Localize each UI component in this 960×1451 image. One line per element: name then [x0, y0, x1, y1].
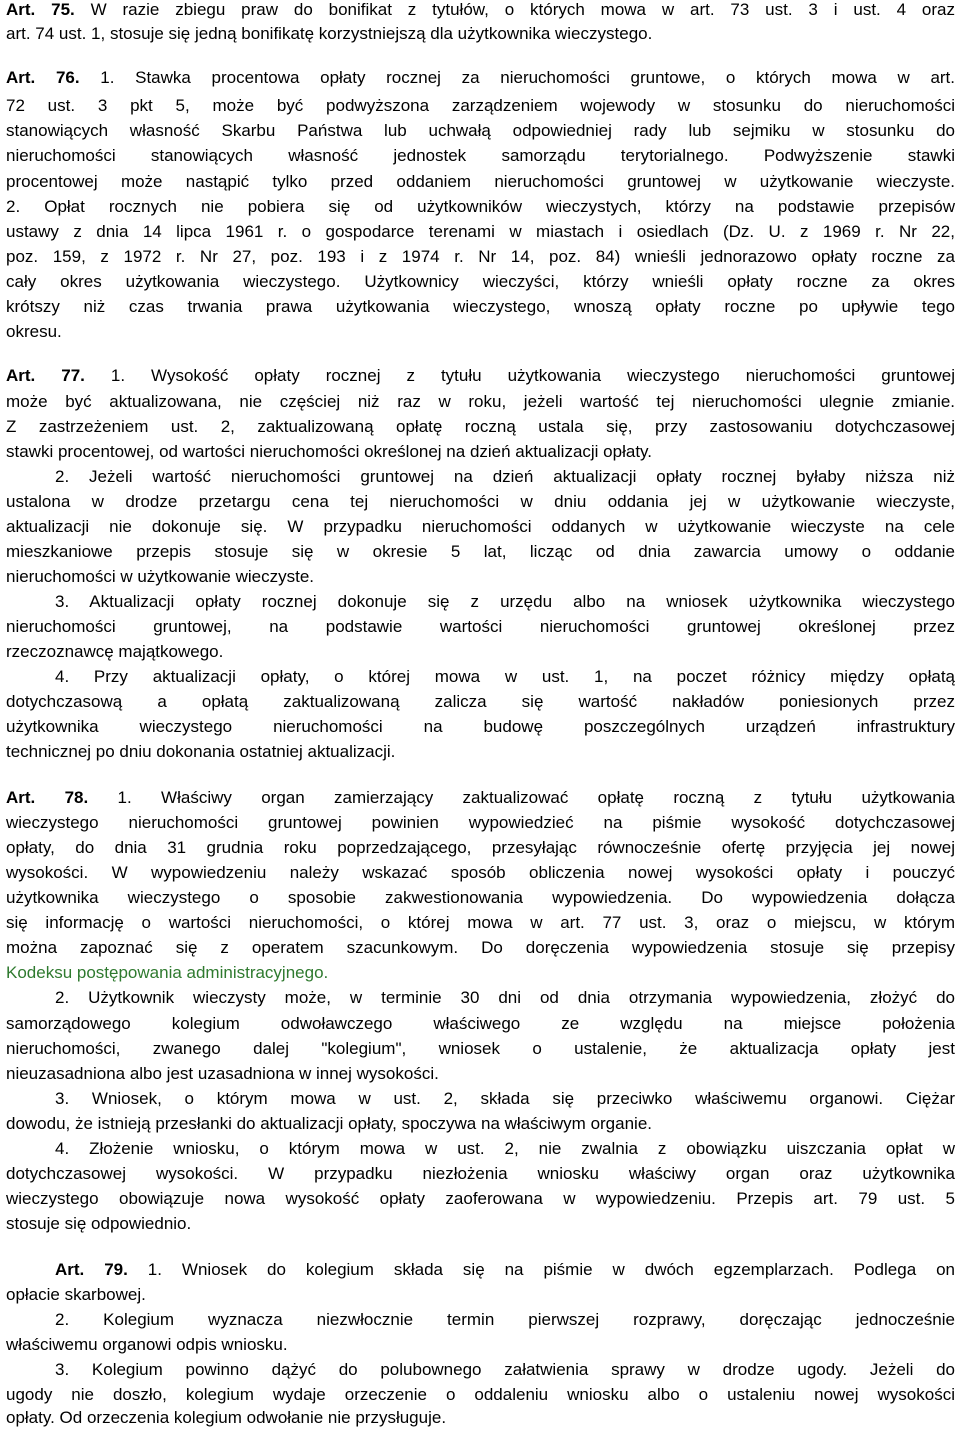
- art-76-line-7: [6, 222, 955, 242]
- text-run: 3. Aktualizacji opłaty rocznej dokonuje się z urzędu albo na wniosek użytkownika wieczystego: [55, 592, 955, 611]
- kpa-reference-link[interactable]: [6, 963, 328, 983]
- art-77-line-6: [6, 492, 955, 512]
- text-run: 72 ust. 3 pkt 5, może być podwyższona zarządzeniem wojewody w stosunku do nieruchomości: [6, 96, 955, 115]
- art-79-line-4: [6, 1335, 288, 1355]
- text-run: 4. Złożenie wniosku, o którym mowa w ust. 2, nie zwalnia z obowiązku uiszczania opłat w: [55, 1139, 955, 1158]
- text-run: 1. Właściwy organ zamierzający zaktualizować opłatę roczną z tytułu użytkowania: [88, 788, 955, 807]
- art-79-line-7: [6, 1408, 446, 1428]
- art-78-line-7: [6, 938, 955, 958]
- art-78-line-11: [6, 1039, 955, 1059]
- art-77-line-10: [55, 592, 955, 612]
- text-run: Kodeksu postępowania administracyjnego.: [6, 963, 329, 982]
- text-run: nieuzasadniona albo jest uzasadniona w innej wysokości.: [6, 1064, 439, 1083]
- text-run: stosuje się odpowiednio.: [6, 1214, 192, 1233]
- text-run: opłaty. Od orzeczenia kolegium odwołanie nie przysługuje.: [6, 1408, 447, 1427]
- text-run: technicznej po dniu dokonania ostatniej aktualizacji.: [6, 742, 396, 761]
- text-run: ustawy z dnia 14 lipca 1961 r. o gospodarce terenami w miastach i osiedlach (Dz. U. z 1969 r. Nr 22,: [6, 222, 955, 241]
- text-run: się informację o wartości nieruchomości, o której mowa w art. 77 ust. 3, oraz o miejscu, w którym: [6, 913, 955, 932]
- art-78-line-15: [55, 1139, 955, 1159]
- art-76-heading: Art. 76.: [6, 68, 80, 87]
- art-78-line-17: [6, 1189, 955, 1209]
- art-77-line-7: [6, 517, 955, 537]
- text-run: 3. Kolegium powinno dążyć do polubownego załatwienia sprawy w drodze ugody. Jeżeli do: [55, 1360, 955, 1379]
- text-run: dotychczasową a opłatą zaktualizowaną zalicza się wartość nakładów poniesionych przez: [6, 692, 955, 711]
- art-75-heading: Art. 75.: [6, 0, 75, 19]
- art-76-line-2: [6, 96, 955, 116]
- art-77-line-11: [6, 617, 955, 637]
- art-76-line-10: [6, 297, 955, 317]
- text-run: krótszy niż czas trwania prawa użytkowania wieczystego, wnoszą opłaty roczne po upływie tego: [6, 297, 955, 316]
- text-run: 2. Użytkownik wieczysty może, w terminie 30 dni od dnia otrzymania wypowiedzenia, złożyć do: [55, 988, 955, 1007]
- art-79-line-5: [55, 1360, 955, 1380]
- text-run: wysokości. W wypowiedzeniu należy wskazać sposób obliczenia nowej wysokości opłaty i pouczyć: [6, 863, 955, 882]
- art-77-line-8: [6, 542, 955, 562]
- text-run: dotychczasowej wysokości. W przypadku niezłożenia wniosku właściwy organ oraz użytkownika: [6, 1164, 955, 1183]
- art-78-line-2: [6, 813, 955, 833]
- art-78-line-14: [6, 1114, 652, 1134]
- art-76-line-6: [6, 197, 955, 217]
- art-78-line-10: [6, 1014, 955, 1034]
- text-run: ugody nie doszło, kolegium wydaje orzeczenie o oddaleniu wniosku albo o ustaleniu nowej wysokości: [6, 1385, 955, 1404]
- text-run: stanowiących własność Skarbu Państwa lub uchwałą odpowiedniej rady lub sejmiku w stosunku do: [6, 121, 955, 140]
- art-77-line-14: [6, 692, 955, 712]
- text-run: art. 74 ust. 1, stosuje się jedną bonifikatę korzystniejszą dla użytkownika wieczystego.: [6, 24, 653, 43]
- text-run: nieruchomości w użytkowanie wieczyste.: [6, 567, 315, 586]
- text-run: może być aktualizowana, nie częściej niż raz w roku, jeżeli wartość tej nieruchomości ulegnie zmianie.: [6, 392, 955, 411]
- text-run: W razie zbiegu praw do bonifikat z tytułów, o których mowa w art. 73 ust. 3 i ust. 4 oraz: [74, 0, 955, 19]
- art-76-line-9: [6, 272, 955, 292]
- art-78-line-12: [6, 1064, 439, 1084]
- art-79-line-1: [55, 1260, 955, 1280]
- art-78-line-4: [6, 863, 955, 883]
- text-run: opłaty, do dnia 31 grudnia roku poprzedzającego, przesyłając równocześnie ofertę przyjęcia jej nowej: [6, 838, 955, 857]
- text-run: cały okres użytkowania wieczystego. Użytkownicy wieczyści, którzy wnieśli opłaty roczne za okres: [6, 272, 955, 291]
- text-run: wieczystego nieruchomości gruntowej powinien wypowiedzieć na piśmie wysokość dotychczasowej: [6, 813, 955, 832]
- text-run: 1. Wysokość opłaty rocznej z tytułu użytkowania wieczystego nieruchomości gruntowej: [84, 366, 955, 385]
- text-run: ustalona w drodze przetargu cena tej nieruchomości w dniu oddania jej w użytkowanie wieczyste,: [6, 492, 955, 511]
- art-77-line-12: [6, 642, 223, 662]
- art-77-line-9: [6, 567, 314, 587]
- art-79-heading: Art. 79.: [55, 1260, 128, 1279]
- art-77-line-1: [6, 366, 955, 386]
- art-76-line-8: [6, 247, 955, 267]
- text-run: 2. Opłat rocznych nie pobiera się od użytkowników wieczystych, którzy na podstawie przepisów: [6, 197, 955, 216]
- text-run: Z zastrzeżeniem ust. 2, zaktualizowaną opłatę roczną ustala się, przy zastosowaniu dotychczasowej: [6, 417, 955, 436]
- art-76-line-3: [6, 121, 955, 141]
- art-78-line-3: [6, 838, 955, 858]
- text-run: można zapoznać się z operatem szacunkowym. Do doręczenia wypowiedzenia stosuje się przepisy: [6, 938, 955, 957]
- text-run: samorządowego kolegium odwoławczego właściwego ze względu na miejsce położenia: [6, 1014, 955, 1033]
- text-run: poz. 159, z 1972 r. Nr 27, poz. 193 i z 1974 r. Nr 14, poz. 84) wnieśli jednorazowo opłaty roczne za: [6, 247, 955, 266]
- art-75-line-1: [6, 0, 955, 20]
- art-78-line-13: [55, 1089, 955, 1109]
- art-75-line-2: [6, 24, 652, 44]
- text-run: stawki procentowej, od wartości nieruchomości określonej na dzień aktualizacji opłaty.: [6, 442, 652, 461]
- text-run: mieszkaniowe przepis stosuje się w okresie 5 lat, licząc od dnia zawarcia umowy o oddanie: [6, 542, 955, 561]
- art-76-line-4: [6, 146, 955, 166]
- art-77-line-16: [6, 742, 395, 762]
- art-77-line-5: [55, 467, 955, 487]
- text-run: okresu.: [6, 322, 62, 341]
- art-78-line-16: [6, 1164, 955, 1184]
- art-76-line-11: [6, 322, 62, 342]
- art-78-line-9: [55, 988, 955, 1008]
- art-76-line-5: [6, 172, 955, 192]
- text-run: dowodu, że istnieją przesłanki do aktualizacji opłaty, spoczywa na właściwym organie.: [6, 1114, 652, 1133]
- text-run: aktualizacji nie dokonuje się. W przypadku nieruchomości oddanych w użytkowanie wieczyste na cele: [6, 517, 955, 536]
- text-run: wieczystego obowiązuje nowa wysokość opłaty zaoferowana w wypowiedzeniu. Przepis art. 79 ust. 5: [6, 1189, 955, 1208]
- text-run: nieruchomości gruntowej, na podstawie wartości nieruchomości gruntowej określonej przez: [6, 617, 955, 636]
- art-77-line-15: [6, 717, 955, 737]
- text-run: procentowej może nastąpić tylko przed oddaniem nieruchomości gruntowej w użytkowanie wieczyste.: [6, 172, 955, 191]
- art-78-line-5: [6, 888, 955, 908]
- text-run: 3. Wniosek, o którym mowa w ust. 2, składa się przeciwko właściwemu organowi. Ciężar: [55, 1089, 955, 1108]
- text-run: 2. Jeżeli wartość nieruchomości gruntowej na dzień aktualizacji opłaty rocznej byłaby niższa niż: [55, 467, 955, 486]
- text-run: nieruchomości, zwanego dalej "kolegium", wniosek o ustalenie, że aktualizacja opłaty jest: [6, 1039, 955, 1058]
- text-run: właściwemu organowi odpis wniosku.: [6, 1335, 288, 1354]
- text-run: 4. Przy aktualizacji opłaty, o której mowa w ust. 1, na poczet różnicy między opłatą: [55, 667, 955, 686]
- text-run: użytkownika wieczystego nieruchomości na budowę poszczególnych urządzeń infrastruktury: [6, 717, 955, 736]
- text-run: rzeczoznawcę majątkowego.: [6, 642, 224, 661]
- art-78-line-6: [6, 913, 955, 933]
- art-78-line-1: [6, 788, 955, 808]
- art-77-heading: Art. 77.: [6, 366, 85, 385]
- art-77-line-4: [6, 442, 652, 462]
- art-77-line-3: [6, 417, 955, 437]
- text-run: 2. Kolegium wyznacza niezwłocznie termin pierwszej rozprawy, doręczając jednocześnie: [55, 1310, 955, 1329]
- text-run: użytkownika wieczystego o sposobie zakwestionowania wypowiedzenia. Do wypowiedzenia dołącza: [6, 888, 955, 907]
- text-run: 1. Wniosek do kolegium składa się na piśmie w dwóch egzemplarzach. Podlega on: [127, 1260, 955, 1279]
- art-79-line-2: [6, 1285, 146, 1305]
- art-77-line-13: [55, 667, 955, 687]
- art-77-line-2: [6, 392, 955, 412]
- art-78-heading: Art. 78.: [6, 788, 89, 807]
- text-run: opłacie skarbowej.: [6, 1285, 146, 1304]
- text-run: nieruchomości stanowiących własność jednostek samorządu terytorialnego. Podwyższenie stawki: [6, 146, 955, 165]
- art-76-line-1: [6, 68, 955, 88]
- text-run: 1. Stawka procentowa opłaty rocznej za nieruchomości gruntowe, o których mowa w art.: [79, 68, 956, 87]
- art-79-line-3: [55, 1310, 955, 1330]
- art-79-line-6: [6, 1385, 955, 1405]
- art-78-line-18: [6, 1214, 191, 1234]
